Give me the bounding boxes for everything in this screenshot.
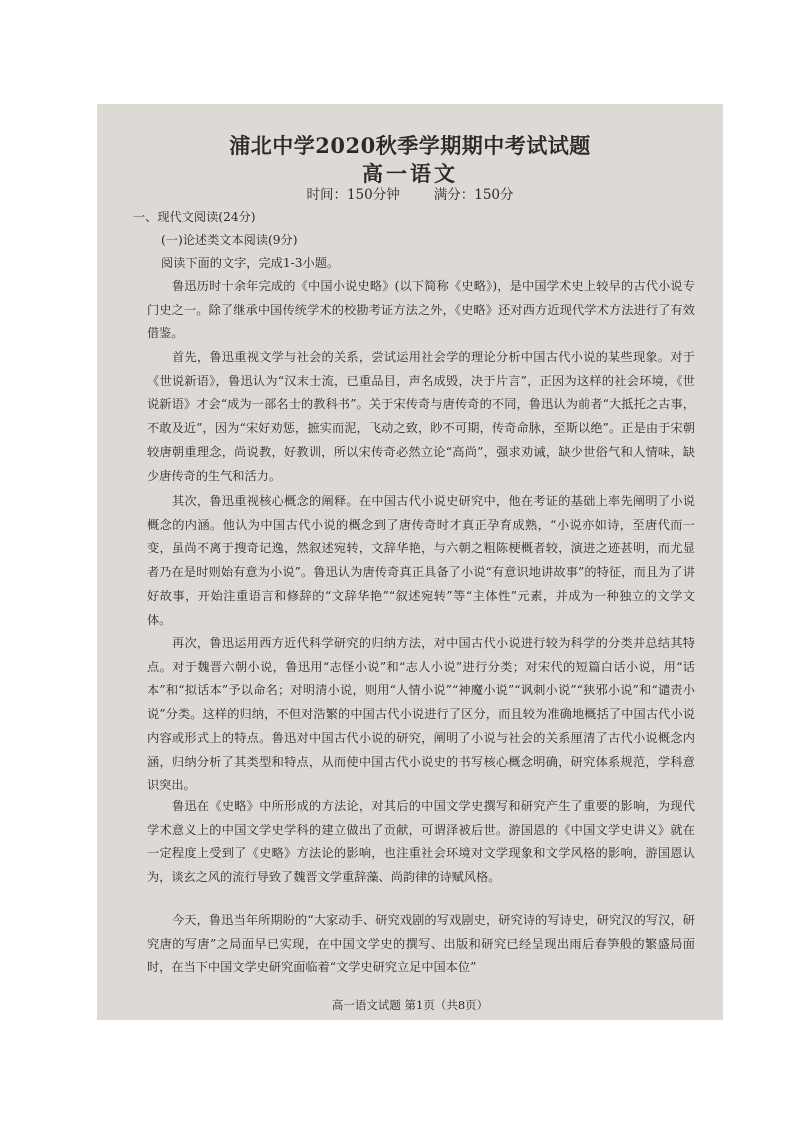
paragraph-5: 鲁迅在《史略》中所形成的方法论，对其后的中国文学史撰写和研究产生了重要的影响，为现代学术意义上的中国文学史学科的建立做出了贡献，可谓泽被后世。游国恩的《中国文学史讲义》就在一定程度上受到了《史略》方法论的影响，也注重社会环境对文学现象和文学风格的影响，游国恩认为，谈玄之风的流行导致了魏晋文学重辞藻、尚韵律的诗赋风格。 (147, 799, 695, 885)
subject-title: 高一语文 (362, 161, 458, 186)
paragraph-6: 今天，鲁迅当年所期盼的“大家动手、研究戏剧的写戏剧史，研究诗的写诗史，研究汉的写汉，研究唐的写唐”之局面早已实现，在中国文学史的撰写、出版和研究已经呈现出雨后春笋般的繁盛局面时，在当下中国文学史研究面临着“文学史研究立足中国本位” (147, 913, 695, 975)
exam-score: 满分：150分 (433, 187, 514, 203)
exam-time: 时间：150分钟 (306, 187, 400, 203)
reading-instruction: 阅读下面的文字，完成1-3小题。 (161, 256, 340, 270)
exam-time-score (97, 183, 723, 203)
exam-title: 浦北中学2020秋季学期期中考试试题 (229, 133, 591, 158)
paragraph-4: 再次，鲁迅运用西方近代科学研究的归纳方法，对中国古代小说进行较为科学的分类并总结其特点。对于魏晋六朝小说，鲁迅用“志怪小说”和“志人小说”进行分类；对宋代的短篇白话小说，用“话本”和“拟话本”予以命名；对明清小说，则用“人情小说”“神魔小说”“讽刺小说”“狭邪小说”和“谴责小说”分类。这样的归纳，不但对浩繁的中国古代小说进行了区分，而且较为准确地概括了中国古代小说内容或形式上的特点。鲁迅对中国古代小说的研究，阐明了小说与社会的关系厘清了古代小说概念内涵，归纳分析了其类型和特点，从而使中国古代小说史的书写核心概念明确，研究体系规范，学科意识突出。 (147, 636, 695, 793)
subsection-heading: (一)论述类文本阅读(9分) (161, 233, 298, 247)
paragraph-1: 鲁迅历时十余年完成的《中国小说史略》(以下简称《史略》)，是中国学术史上较早的古代小说专门史之一。除了继承中国传统学术的校勘考证方法之外，《史略》还对西方近现代学术方法进行了有效借鉴。 (147, 279, 695, 341)
page-footer: 高一语文试题 第1页（共8页） (331, 998, 489, 1012)
section-heading: 一、现代文阅读(24分) (133, 210, 256, 224)
paragraph-2: 首先，鲁迅重视文学与社会的关系，尝试运用社会学的理论分析中国古代小说的某些现象。对于《世说新语》，鲁迅认为“汉末士流，已重品目，声名成毁，决于片言”，正因为这样的社会环境，《世说新语》才会“成为一部名士的教科书”。关于宋传奇与唐传奇的不同，鲁迅认为前者“大抵托之古事，不敢及近”，因为“宋好劝惩，摭实而泥，飞动之致，眇不可期，传奇命脉，至斯以绝”。正是由于宋朝较唐朝重理念，尚说教，好教训，所以宋传奇必然立论“高尚”，强求劝诫，缺少世俗气和人情味，缺少唐传奇的生气和活力。 (147, 350, 695, 483)
paragraph-3: 其次，鲁迅重视核心概念的阐释。在中国古代小说史研究中，他在考证的基础上率先阐明了小说概念的内涵。他认为中国古代小说的概念到了唐传奇时才真正孕育成熟，“小说亦如诗，至唐代而一变，虽尚不离于搜奇记逸，然叙述宛转，文辞华艳，与六朝之粗陈梗概者较，演进之迹甚明，而尤显者乃在是时则始有意为小说”。鲁迅认为唐传奇真正具备了小说“有意识地讲故事”的特征，而且为了讲好故事，开始注重语言和修辞的“文辞华艳”“叙述宛转”等“主体性”元素，并成为一种独立的文学文体。 (147, 494, 695, 627)
exam-page (97, 104, 723, 1020)
